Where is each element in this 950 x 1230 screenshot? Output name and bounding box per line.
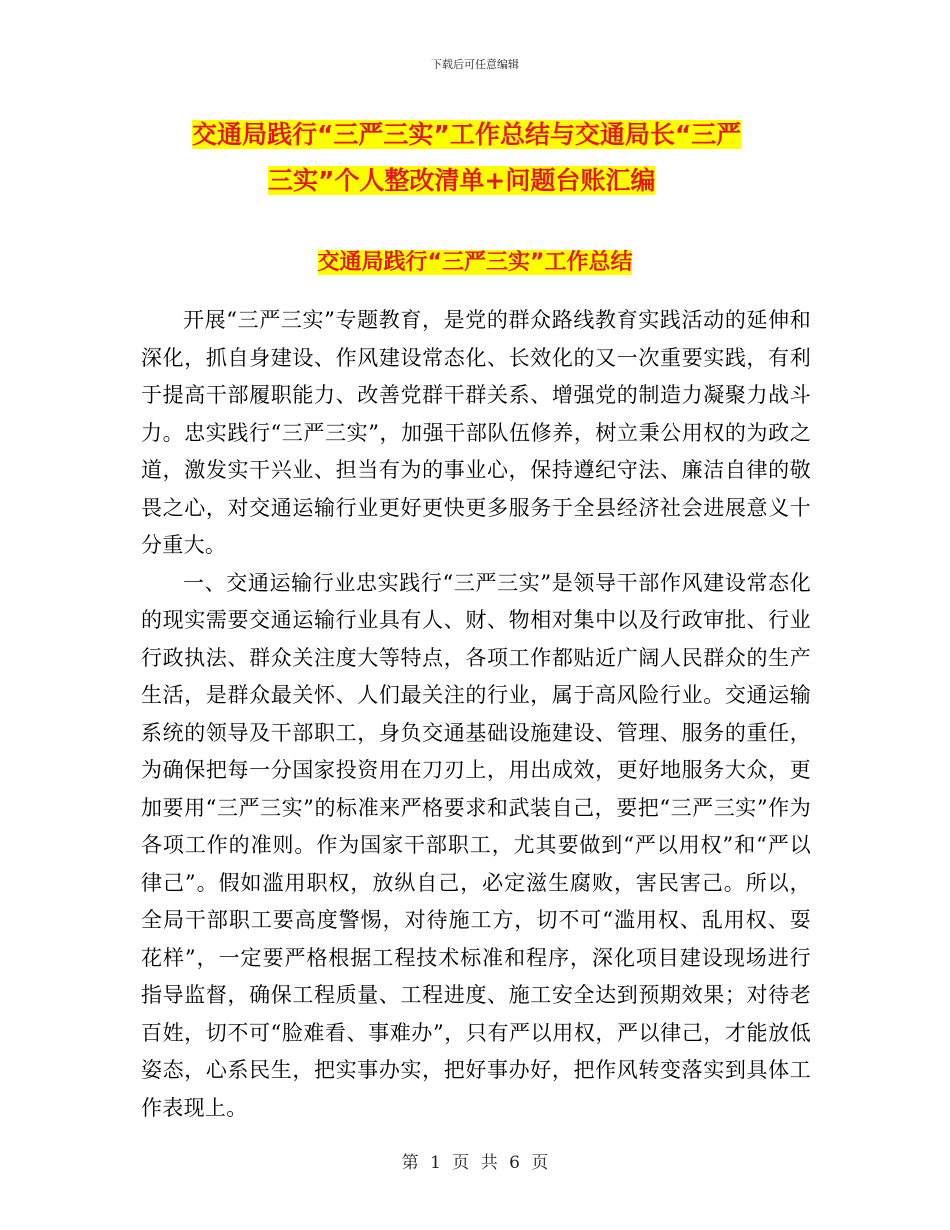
title-line-1-text: 交通局践行“三严三实”工作总结与交通局长“三严	[192, 120, 742, 149]
document-title	[140, 112, 810, 204]
page-number-footer: 第 1 页 共 6 页	[401, 1153, 549, 1173]
document-body	[141, 302, 811, 1127]
body-paragraph-2: 一、交通运输行业忠实践行“三严三实”是领导干部作风建设常态化的现实需要交通运输行业具有人、财、物相对集中以及行政审批、行业行政执法、群众关注度大等特点，各项工作都贴近广阔人民群众的生产生活，是群众最关怀、人们最关注的行业，属于高风险行业。交通运输系统的领导及干部职工，身负交通基础设施建设、管理、服务的重任，为确保把每一分国家投资用在刀刃上，用出成效，更好地服务大众，更加要用“三严三实”的标准来严格要求和武装自己，要把“三严三实”作为各项工作的准则。作为国家干部职工，尤其要做到“严以用权”和“严以律己”。假如滥用职权，放纵自己，必定滋生腐败，害民害己。所以，全局干部职工要高度警惕，对待施工方，切不可“滥用权、乱用权、耍花样”，一定要严格根据工程技术标准和程序，深化项目建设现场进行指导监督，确保工程质量、工程进度、施工安全达到预期效果；对待老百姓，切不可“脸难看、事难办”，只有严以用权，严以律己，才能放低姿态，心系民生，把实事办实，把好事办好，把作风转变落实到具体工作表现上。	[141, 570, 811, 1120]
section-title-text: 交通局践行“三严三实”工作总结	[317, 250, 633, 275]
body-paragraph-1: 开展“三严三实”专题教育，是党的群众路线教育实践活动的延伸和深化，抓自身建设、作风建设常态化、长效化的又一次重要实践，有利于提高干部履职能力、改善党群干群关系、增强党的制造力凝聚力战斗力。忠实践行“三严三实”，加强干部队伍修养，树立秉公用权的为政之道，激发实干兴业、担当有为的事业心，保持遵纪守法、廉洁自律的敬畏之心，对交通运输行业更好更快更多服务于全县经济社会进展意义十分重大。	[141, 308, 811, 557]
document-title-line-2	[140, 158, 810, 204]
document-title-line-1	[140, 112, 810, 158]
section-title	[0, 247, 950, 279]
title-line-2-text: 三实”个人整改清单+问题台账汇编	[268, 166, 656, 195]
header-note: 下载后可任意编辑	[431, 58, 519, 71]
